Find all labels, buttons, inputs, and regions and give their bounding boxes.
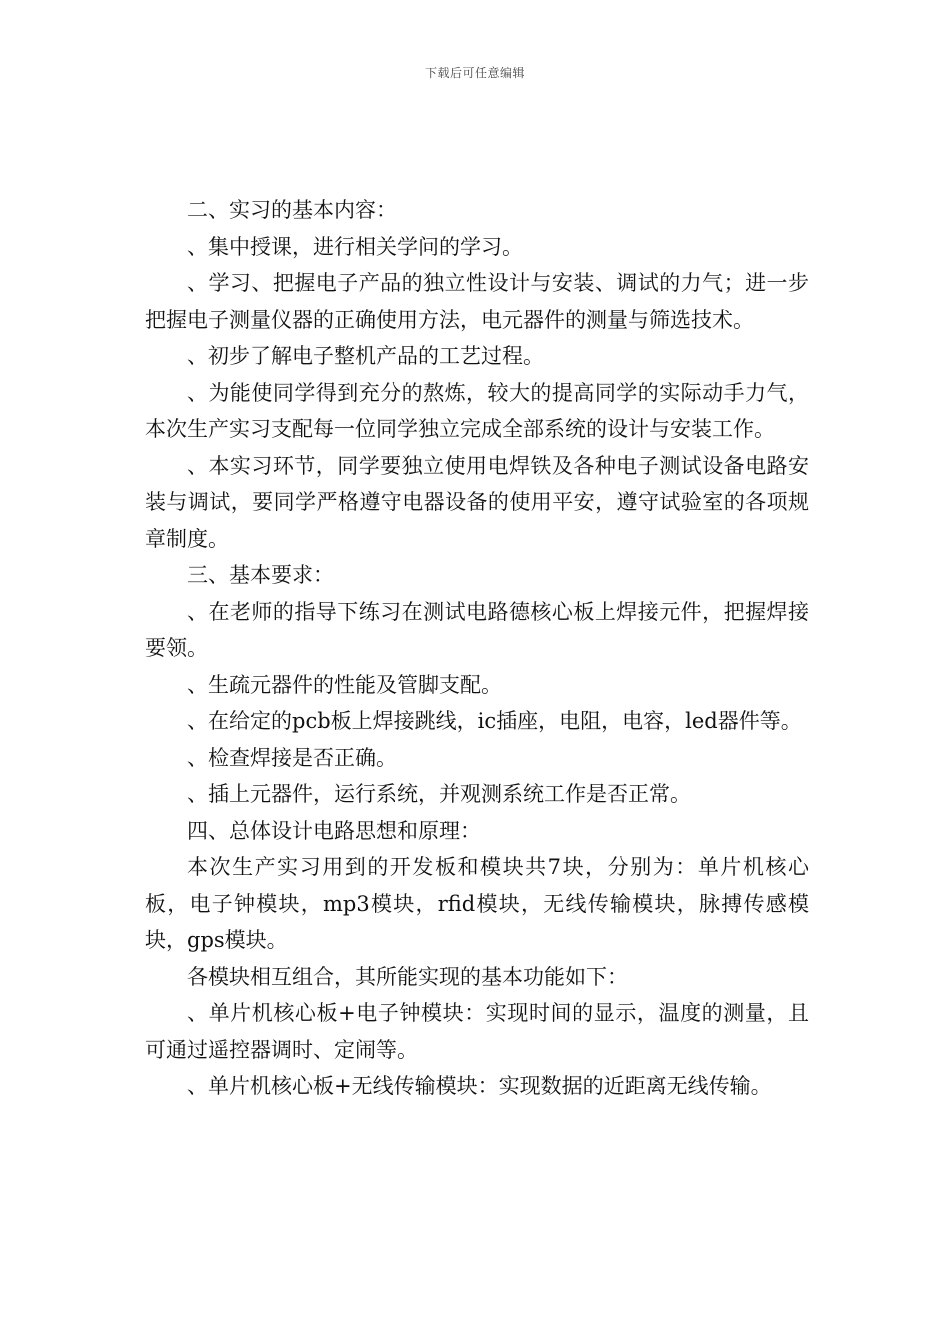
- paragraph: 、检查焊接是否正确。: [187, 745, 397, 770]
- paragraph: 、插上元器件，运行系统，并观测系统工作是否正常。: [187, 782, 691, 806]
- paragraph: 各模块相互组合，其所能实现的基本功能如下：: [187, 964, 628, 989]
- paragraph: 、在给定的pcb板上焊接跳线，ic插座，电阻，电容，led器件等。: [187, 709, 802, 733]
- section-heading-design-principle: 四、总体设计电路思想和原理：: [187, 818, 481, 843]
- paragraph: 、为能使同学得到充分的熬炼，较大的提高同学的实际动手力气，本次生产实习支配每一位同学独立完成全部系统的设计与安装工作。: [145, 380, 809, 441]
- paragraph: 、生疏元器件的性能及管脚支配。: [187, 672, 502, 697]
- document-body: [145, 192, 809, 1105]
- paragraph: 、单片机核心板+电子钟模块：实现时间的显示，温度的测量，且可通过遥控器调时、定闹等。: [145, 1001, 809, 1062]
- section-heading-basic-content: 二、实习的基本内容：: [187, 198, 397, 222]
- page-header: 下载后可任意编辑: [424, 66, 525, 80]
- paragraph: 、学习、把握电子产品的独立性设计与安装、调试的力气；进一步把握电子测量仪器的正确使用方法，电元器件的测量与筛选技术。: [145, 271, 809, 332]
- paragraph: 、集中授课，进行相关学问的学习。: [187, 234, 523, 259]
- paragraph: 、初步了解电子整机产品的工艺过程。: [187, 344, 544, 368]
- section-heading-basic-requirements: 三、基本要求：: [187, 563, 334, 587]
- paragraph: 本次生产实习用到的开发板和模块共7块，分别为：单片机核心板，电子钟模块，mp3模块，rfid模块，无线传输模块，脉搏传感模块，gps模块。: [145, 855, 809, 952]
- paragraph: 、单片机核心板+无线传输模块：实现数据的近距离无线传输。: [187, 1074, 772, 1098]
- paragraph: 、本实习环节，同学要独立使用电焊铁及各种电子测试设备电路安装与调试，要同学严格遵守电器设备的使用平安，遵守试验室的各项规章制度。: [145, 453, 809, 551]
- paragraph: 、在老师的指导下练习在测试电路德核心板上焊接元件，把握焊接要领。: [145, 599, 809, 660]
